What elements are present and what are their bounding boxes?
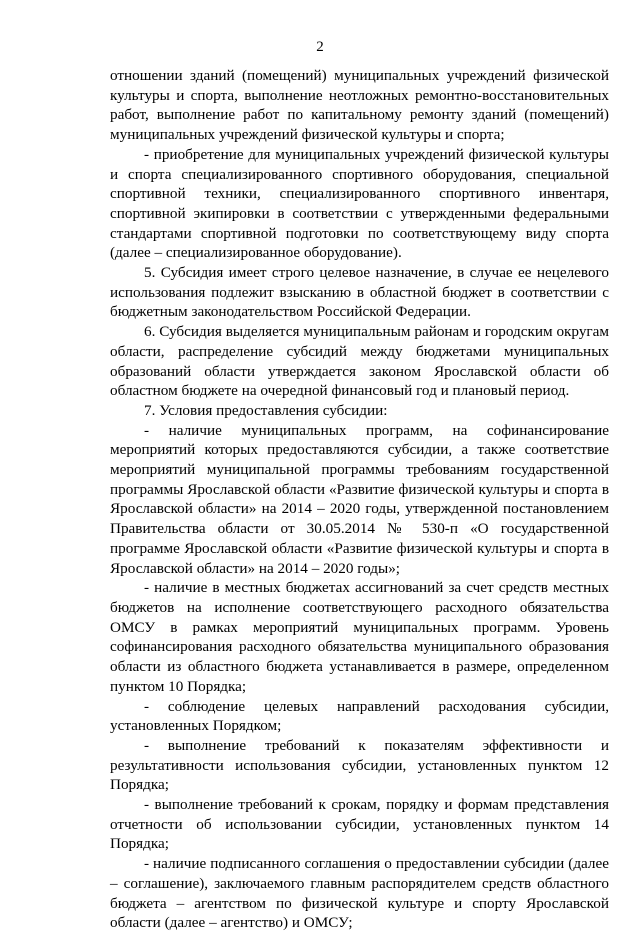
- paragraph-item-7-heading: 7. Условия предоставления субсидии:: [144, 401, 388, 419]
- paragraph-condition-local-budgets: - наличие в местных бюджетах ассигнований за счет средств местных бюджетов на исполнение соответствующего расходного обязательства ОМСУ в рамках мероприятий муниципальных программ. Уровень софинансирования расходного обязательства муниципального образования области из областного бюджета устанавливается в размере, определенном пунктом 10 Порядка;: [110, 579, 609, 695]
- paragraph-condition-efficiency: - выполнение требований к показателям эффективности и результативности использования субсидии, установленных пунктом 12 Порядка;: [110, 736, 609, 794]
- paragraph-condition-target-directions: - соблюдение целевых направлений расходования субсидии, установленных Порядком;: [110, 697, 609, 735]
- paragraph-condition-reporting: - выполнение требований к срокам, порядку и формам представления отчетности об использовании субсидии, установленных пунктом 14 Порядка;: [110, 796, 609, 853]
- page-number: 2: [316, 39, 324, 55]
- paragraph-item-6: 6. Субсидия выделяется муниципальным районам и городским округам области, распределение субсидий между бюджетами муниципальных образований области утверждается законом Ярославской области об областном бюджете на очередной финансовый год и плановый период.: [110, 323, 609, 400]
- paragraph-condition-agreement: - наличие подписанного соглашения о предоставлении субсидии (далее – соглашение), заключаемого главным распорядителем средств областного бюджета – агентством по физической культуре и спорту Ярославской области (далее – агентство) и ОМСУ;: [110, 855, 609, 932]
- document-body: [110, 66, 609, 933]
- paragraph-equipment-purchase: - приобретение для муниципальных учреждений физической культуры и спорта специализированного спортивного оборудования, специальной спортивной техники, специализированного спортивного инвентаря, спортивной экипировки в соответствии с утвержденными федеральными стандартами спортивной подготовки по соответствующему виду спорта (далее – специализированное оборудование).: [110, 145, 609, 262]
- paragraph-condition-programs: - наличие муниципальных программ, на софинансирование мероприятий которых предоставляются субсидии, а также соответствие мероприятий муниципальной программы требованиям государственной программы Ярославской области «Развитие физической культуры и спорта в Ярославской области» на 2014 – 2020 годы, утвержденной постановлением Правительства области от 30.05.2014 № 530-п «О государственной программе Ярославской области «Развитие физической культуры и спорта в Ярославской области» на 2014 – 2020 годы»;: [110, 421, 609, 577]
- paragraph-continuation: отношении зданий (помещений) муниципальных учреждений физической культуры и спорта, выполнение неотложных ремонтно-восстановительных работ, выполнение работ по капитальному ремонту зданий (помещений) муниципальных учреждений физической культуры и спорта;: [110, 67, 609, 144]
- paragraph-item-5: 5. Субсидия имеет строго целевое назначение, в случае ее нецелевого использования подлежит взысканию в областной бюджет в соответствии с бюджетным законодательством Российской Федерации.: [110, 264, 609, 321]
